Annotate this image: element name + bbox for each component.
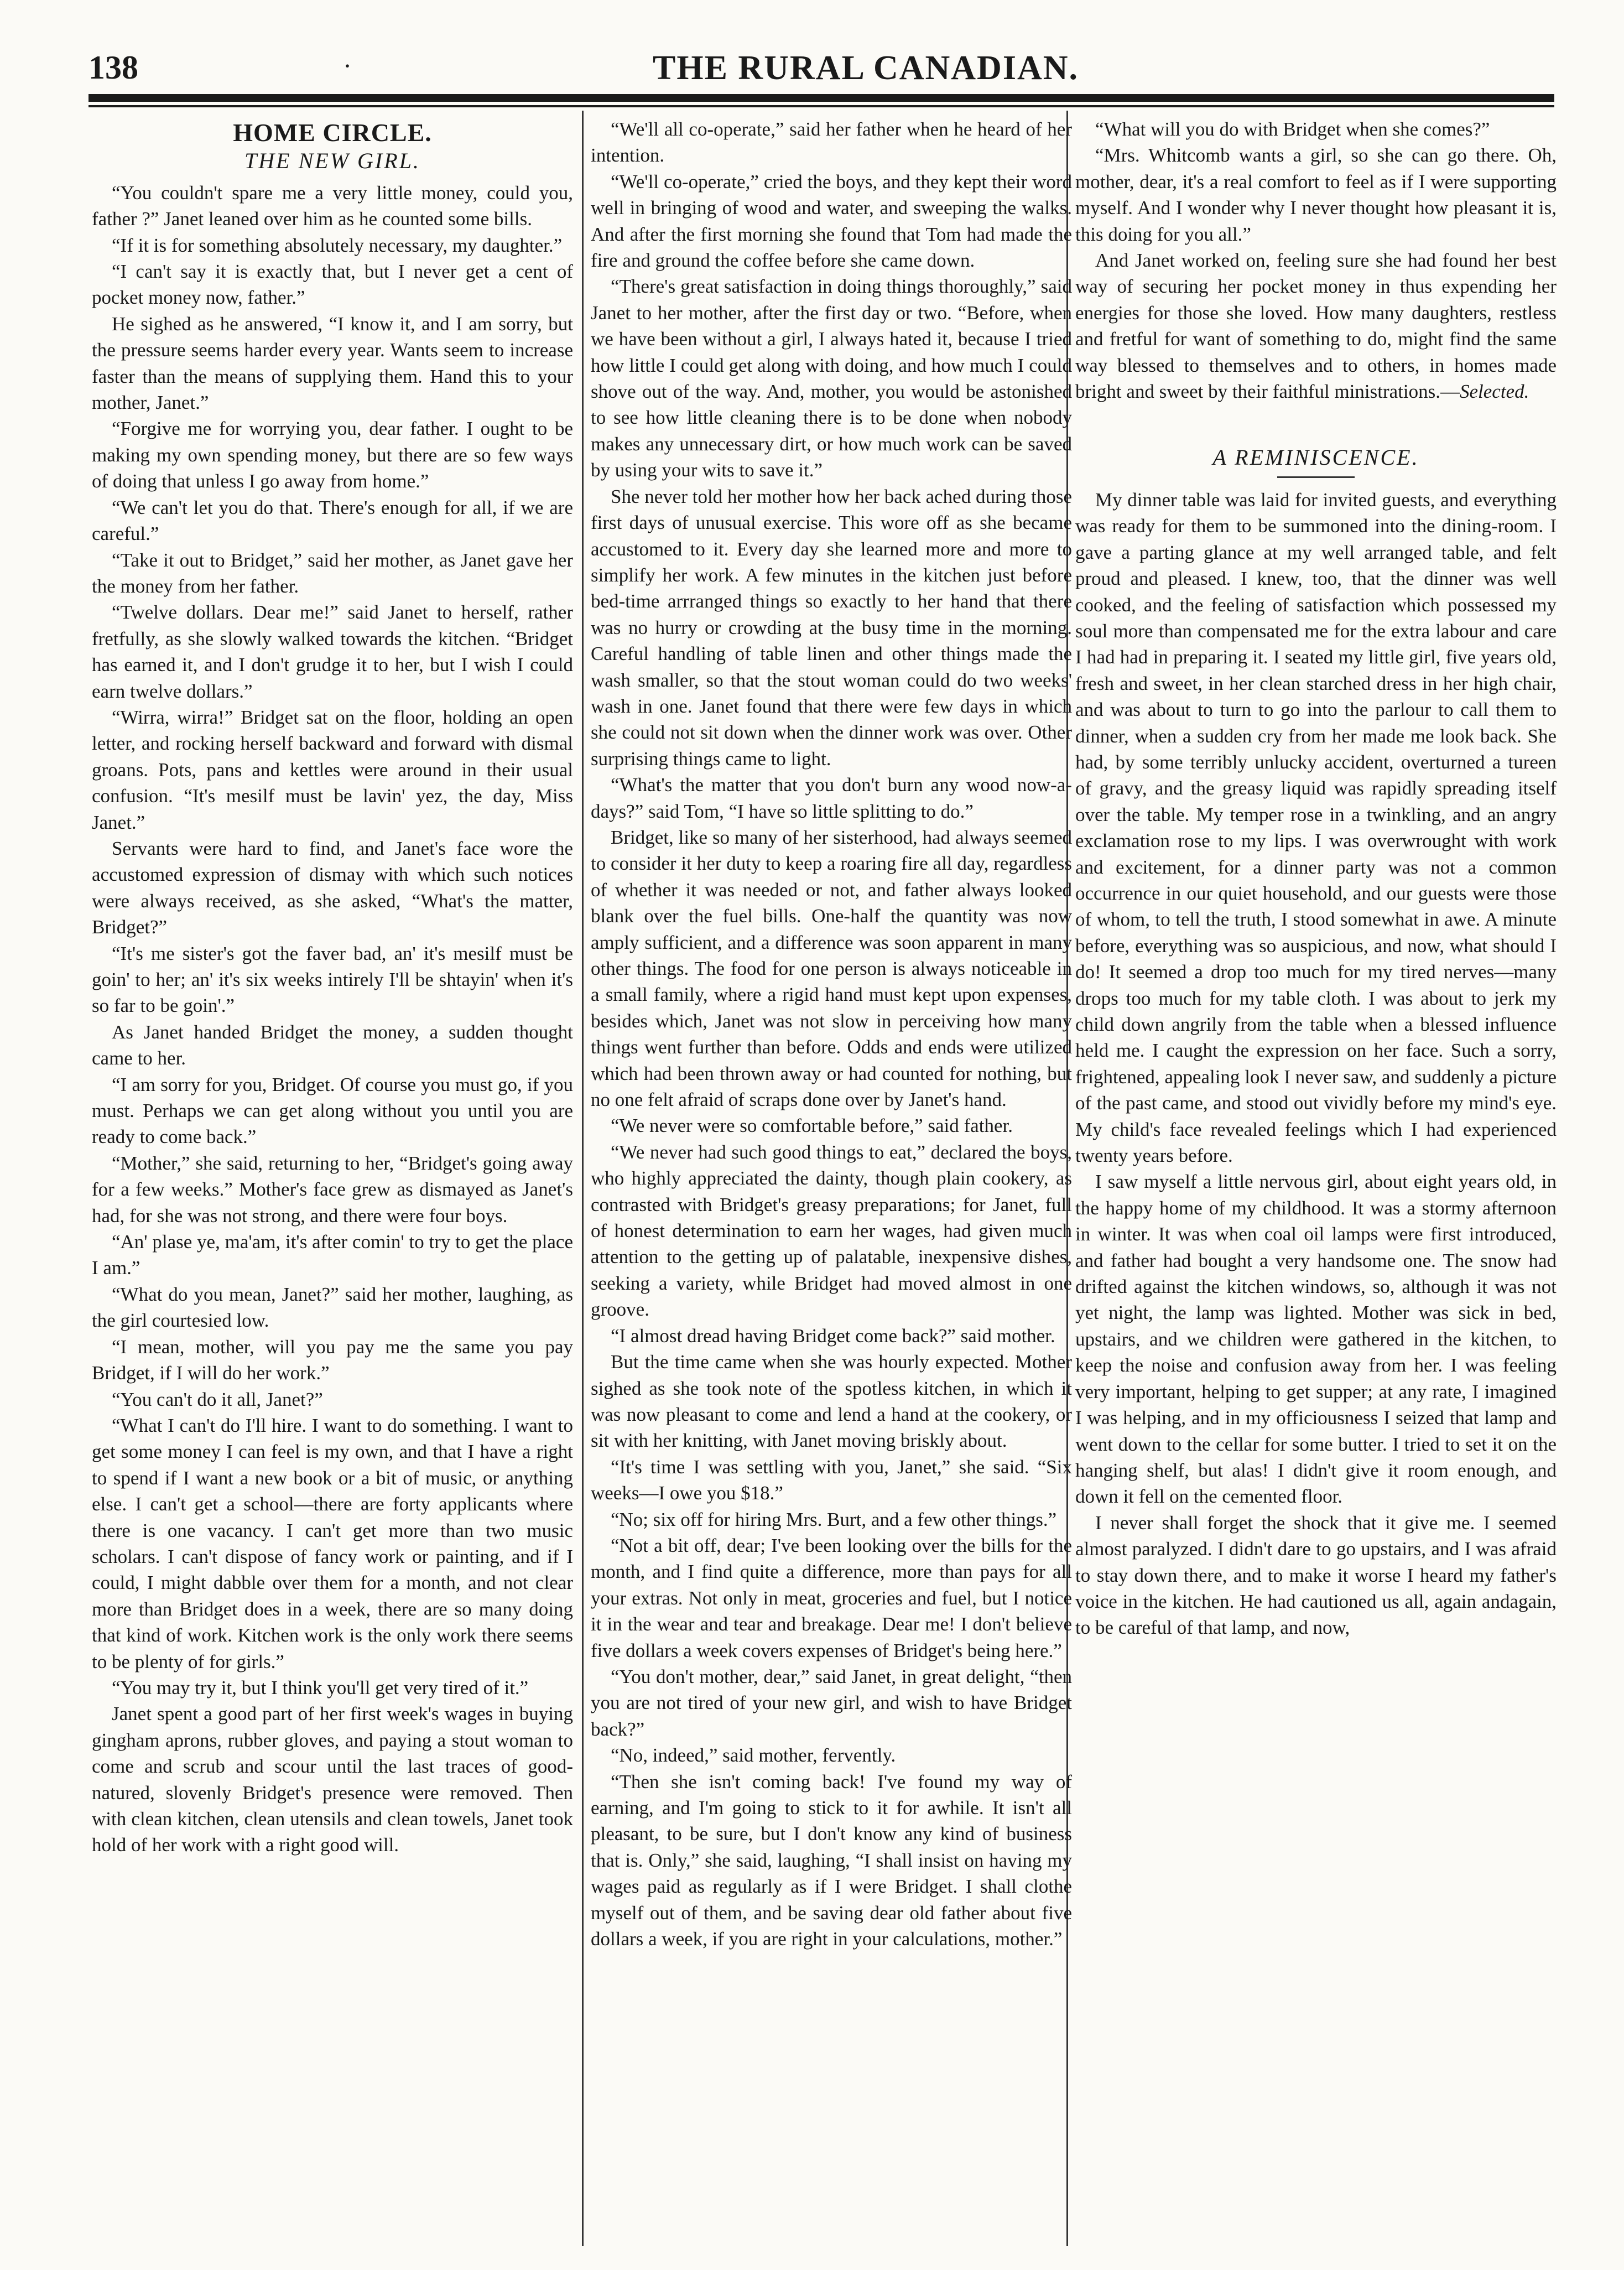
paragraph: My dinner table was laid for invited guests, and everything was ready for them to be summoned into the dining-room. I gave a parting glance at my well arranged table, and felt proud and pleased. I knew, too, that the dinner was well cooked, and the feeling of satisfaction which possessed my soul more than compensated me for the extra labour and care I had had in preparing it. I seated my little girl, five years old, fresh and sweet, in her clean starched dress in her high chair, and was about to turn to go into the parlour to call them to dinner, when a sudden cry from her made me look back. She had, by some terribly unlucky accident, overturned a tureen of gravy, and the greasy liquid was rapidly spreading itself over the table. My temper rose in a twinkling, and an angry exclamation rose to my lips. I was overwrought with work and excitement, for a dinner party was not a common occurrence in our quiet household, and our guests were those of whom, to tell the truth, I stood somewhat in awe. A minute before, everything was so auspicious, and now, what should I do! It seemed a drop too much for my tired nerves—many drops too much for my table cloth. I was about to jerk my child down angrily from the table when a blessed influence held me. I caught the expression on her face. Such a sorry, frightened, appealing look I never saw, and suddenly a picture of the past came, and stood out vividly before my mind's eye. My child's face revealed feelings which I had experienced twenty years before. (1075, 489, 1557, 1167)
paragraph: I saw myself a little nervous girl, about eight years old, in the happy home of my childhood. It was a stormy afternoon in winter. It was when coal oil lamps were first introduced, and father had bought a very handsome one. The snow had drifted against the kitchen windows, so, although it was not yet night, the lamp was lighted. Mother was sick in bed, upstairs, and we children were gathered in the kitchen, to keep the noise and confusion away from her. I was feeling very important, helping to get supper; at any rate, I imagined I was helping, and in my officiousness I seized that lamp and went down to the cellar for some butter. I tried to set it on the hanging shelf, but alas! I didn't give it room enough, and down it fell on the cemented floor. (1075, 1171, 1557, 1508)
paragraph: “We never were so comfortable before,” said father. (611, 1115, 1013, 1137)
title-underline (1277, 476, 1355, 478)
column-3 (1075, 116, 1557, 1641)
paragraph: “What will you do with Bridget when she comes?” (1095, 118, 1490, 140)
paragraph: “An' plase ye, ma'am, it's after comin' to try to get the place I am.” (92, 1231, 573, 1279)
closing-text: And Janet worked on, feeling sure she had found her best way of securing her pocket money in thus expending her energies for those she loved. How many daughters, restless and fretful for want of something to do, might find the same way blessed to themselves and to others, in homes made bright and sweet by their faithful ministrations.— (1075, 250, 1557, 403)
column-divider (582, 111, 584, 2246)
paragraph: She never told her mother how her back ached during those first days of unusual exercise. This wore off as she became accustomed to it. Every day she learned more and more to simplify her work. A few minutes in the kitchen just before bed-time arrranged things so exactly to her hand that there was no hurry or crowding at the busy time in the morning. Careful handling of table linen and other things made the wash smaller, so that the stout woman could do two weeks' wash in one. Janet found that there were few days in which she could not sit down when the dinner work was over. Other surprising things came to light. (591, 485, 1072, 770)
paragraph: “You can't do it all, Janet?” (112, 1388, 323, 1410)
story-title: A REMINISCENCE. (1212, 445, 1419, 470)
column-2 (591, 116, 1072, 1952)
paragraph: “Not a bit off, dear; I've been looking over the bills for the month, and I find quite a difference, more than pays for all your extras. Not only in meat, groceries and fuel, but I notice it in the wear and tear and breakage. Dear me! I don't believe five dollars a week covers expenses of Bridget's being here.” (591, 1534, 1072, 1661)
paragraph: Bridget, like so many of her sisterhood, had always seemed to consider it her duty to keep a roaring fire all day, regardless of whether it was needed or not, and father always looked blank over the fuel bills. One-half the quantity was now amply sufficient, and a difference was soon apparent in many other things. The food for one person is always noticeable in a small family, where a rigid hand must kept upon expenses, besides which, Janet was not slow in perceiving how many things went further than before. Odds and ends were utilized which had been thrown away or had counted for nothing, but no one felt afraid of scraps done over by Janet's hand. (591, 826, 1072, 1111)
paragraph: Servants were hard to find, and Janet's face wore the accustomed expression of dismay with which such notices were always received, as she asked, “What's the matter, Bridget?” (92, 837, 573, 938)
paragraph: “If it is for something absolutely necessary, my daughter.” (112, 234, 563, 256)
paragraph: Janet spent a good part of her first week's wages in buying gingham aprons, rubber gloves, and paying a stout woman to come and scrub and scour until the last traces of good-natured, slovenly Bridget's presence were removed. Then with clean kitchen, clean utensils and clean towels, Janet took hold of her work with a right good will. (92, 1703, 573, 1856)
paragraph: “We never had such good things to eat,” declared the boys, who highly appreciated the dainty, though plain cookery, as contrasted with Bridget's greasy preparations; for Janet, full of honest determination to earn her wages, had given much attention to the getting up of palatable, inexpensive dishes, seeking a variety, while Bridget had moved almost in one groove. (591, 1141, 1072, 1321)
paragraph: “We'll co-operate,” cried the boys, and they kept their word well in bringing of wood and water, and sweeping the walks. And after the first morning she found that Tom had made the fire and ground the coffee before she came down. (591, 170, 1072, 272)
paragraph: “It's me sister's got the faver bad, an' it's mesilf must be goin' to her; an' it's six weeks intirely I'll be shtayin' when it's so far to be goin'.” (92, 942, 573, 1017)
section-heading: HOME CIRCLE. (233, 118, 432, 147)
paragraph: “It's time I was settling with you, Janet,” she said. “Six weeks—I owe you $18.” (591, 1456, 1072, 1504)
paragraph: “You don't mother, dear,” said Janet, in great delight, “then you are not tired of your new girl, and wish to have Bridget back?” (591, 1665, 1072, 1740)
story-title: THE NEW GIRL. (244, 148, 420, 174)
paragraph: “What do you mean, Janet?” said her mother, laughing, as the girl courtesied low. (92, 1283, 573, 1332)
source-credit: Selected. (1460, 381, 1529, 403)
header-rule-thin (89, 105, 1554, 107)
paragraph: “Mrs. Whitcomb wants a girl, so she can go there. Oh, mother, dear, it's a real comfort to feel as if I were supporting myself. And I wonder why I never thought how pleasant it is, this doing for you all.” (1075, 144, 1557, 245)
paragraph: “You couldn't spare me a very little money, could you, father ?” Janet leaned over him as he counted some bills. (92, 181, 573, 230)
paragraph: But the time came when she was hourly expected. Mother sighed as she took note of the spotless kitchen, in which it was now pleasant to come and lend a hand at the cookery, or sit with her knitting, with Janet moving briskly about. (591, 1351, 1072, 1452)
paragraph: “No, indeed,” said mother, fervently. (611, 1744, 896, 1767)
header-separator: · (343, 51, 352, 81)
paragraph: “Then she isn't coming back! I've found my way of earning, and I'm going to stick to it for awhile. It isn't all pleasant, to be sure, but I don't know any kind of business that is. Only,” she said, laughing, “I shall insist on having my wages paid as regularly as if I were Bridget. I shall clothe myself out of them, and be saving dear old father about five dollars a week, if you are right in your calculations, mother.” (591, 1770, 1072, 1950)
paragraph: “Forgive me for worrying you, dear father. I ought to be making my own spending money, but there are so few ways of doing that unless I go away from home.” (92, 418, 573, 492)
paragraph: “What I can't do I'll hire. I want to do something. I want to get some money I can feel is my own, and that I have a right to spend if I want a new book or a bit of music, or anything else. I can't get a school—there are forty applicants where there is one vacancy. I can't get more than two music scholars. I can't dispose of fancy work or painting, and if I could, I might dabble over them for a month, and not clear more than Bridget does in a week, there are so many doing that kind of work. Kitchen work is the only work there seems to be plenty of for girls.” (92, 1414, 573, 1672)
paragraph: As Janet handed Bridget the money, a sudden thought came to her. (92, 1021, 573, 1069)
paragraph: “I can't say it is exactly that, but I never get a cent of pocket money now, father.” (92, 261, 573, 309)
paragraph: I never shall forget the shock that it give me. I seemed almost paralyzed. I didn't dare to go upstairs, and I was afraid to stay down there, and to make it worse I heard my father's voice in the kitchen. He had cautioned us all, again andagain, to be careful of that lamp, and now, (1075, 1511, 1557, 1639)
paragraph: “Twelve dollars. Dear me!” said Janet to herself, rather fretfully, as she slowly walked towards the kitchen. “Bridget has earned it, and I don't grudge it to her, but I wish I could earn twelve dollars.” (92, 601, 573, 702)
paragraph: “We can't let you do that. There's enough for all, if we are careful.” (92, 496, 573, 545)
paragraph: “There's great satisfaction in doing things thoroughly,” said Janet to her mother, after the first day or two. “Before, when we have been without a girl, I always hated it, because I tried how little I could get along with doing, and how much I could shove out of the way. And, mother, you would be astonished to see how little cleaning there is to be done when nobody makes any unnecessary dirt, or how much work can be saved by using your wits to save it.” (591, 276, 1072, 481)
paragraph: “Mother,” she said, returning to her, “Bridget's going away for a few weeks.” Mother's face grew as dismayed as Janet's had, for she was not strong, and there were four boys. (92, 1152, 573, 1227)
paragraph: He sighed as he answered, “I know it, and I am sorry, but the pressure seems harder every year. Wants seem to increase faster than the means of supplying them. Hand this to your mother, Janet.” (92, 313, 573, 414)
paragraph: “You may try it, but I think you'll get very tired of it.” (112, 1676, 529, 1698)
paragraph: “Take it out to Bridget,” said her mother, as Janet gave her the money from her father. (92, 549, 573, 597)
paragraph: “No; six off for hiring Mrs. Burt, and a few other things.” (611, 1508, 1057, 1530)
closing-paragraph (1075, 247, 1557, 404)
paragraph: “I almost dread having Bridget come back?” said mother. (611, 1324, 1055, 1347)
paragraph: “Wirra, wirra!” Bridget sat on the floor, holding an open letter, and rocking herself backward and forward with dismal groans. Pots, pans and kettles were around in their usual confusion. “It's mesilf must be lavin' yez, the day, Miss Janet.” (92, 706, 573, 833)
page-number: 138 (89, 49, 138, 86)
paragraph: “We'll all co-operate,” said her father when he heard of her intention. (591, 118, 1072, 167)
column-1 (92, 116, 573, 1858)
header-rule-thick (89, 94, 1554, 102)
masthead-title: THE RURAL CANADIAN. (653, 49, 1079, 87)
paragraph: “I am sorry for you, Bridget. Of course you must go, if you must. Perhaps we can get along without you until you are ready to come back.” (92, 1073, 573, 1148)
paragraph: “What's the matter that you don't burn any wood now-a-days?” said Tom, “I have so little splitting to do.” (591, 774, 1072, 822)
page-header (89, 49, 1554, 100)
paragraph: “I mean, mother, will you pay me the same you pay Bridget, if I will do her work.” (92, 1336, 573, 1384)
